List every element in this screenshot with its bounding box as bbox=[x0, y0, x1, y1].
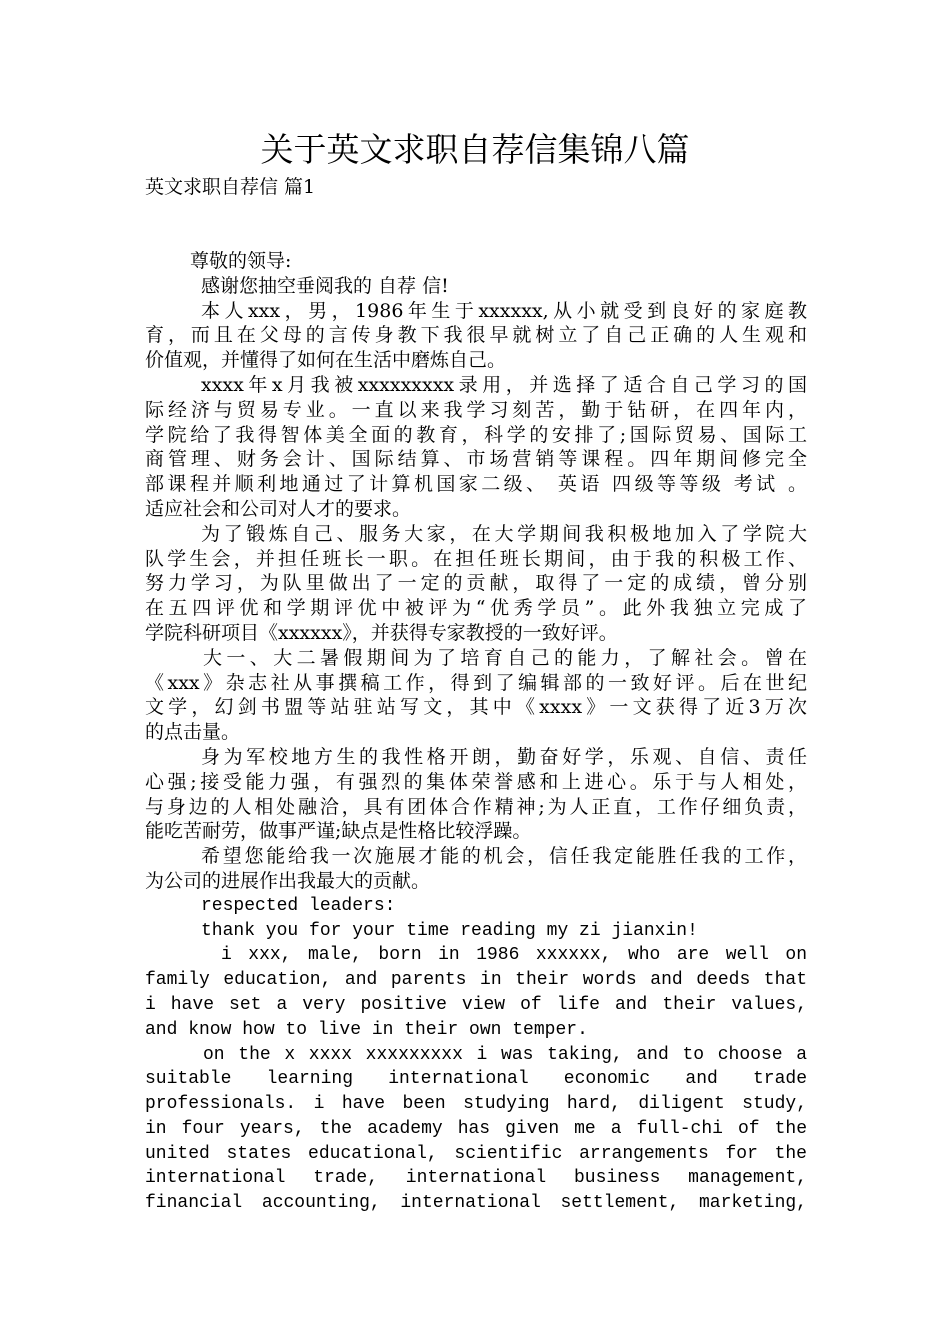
paragraph-line: 努力学习，为队里做出了一定的贡献，取得了一定的成绩，曾分别 bbox=[145, 572, 807, 595]
paragraph-line: 《xxx》杂志社从事撰稿工作，得到了编辑部的一致好评。后在世纪 bbox=[145, 671, 807, 694]
document-title: 关于英文求职自荐信集锦八篇 bbox=[260, 130, 690, 169]
paragraph-line: 商管理、财务会计、国际结算、市场营销等课程。四年期间修完全 bbox=[145, 448, 807, 471]
paragraph-line: 感谢您抽空垂阅我的 自荐 信! bbox=[201, 274, 449, 297]
paragraph-line: 部课程并顺利地通过了计算机国家二级、 英语 四级等等级 考试 。 bbox=[145, 473, 807, 496]
english-line: family education, and parents in their words and deeds that bbox=[145, 970, 807, 991]
paragraph-line: 为了锻炼自己、服务大家，在大学期间我积极地加入了学院大 bbox=[201, 522, 807, 545]
paragraph-line: 际经济与贸易专业。一直以来我学习刻苦，勤于钻研，在四年内， bbox=[145, 398, 807, 421]
english-line: i xxx, male, born in 1986 xxxxxx, who are well on bbox=[221, 945, 807, 966]
english-line: financial accounting, international settlement, marketing, bbox=[145, 1193, 807, 1214]
paragraph-line: 大一、大二暑假期间为了培育自己的能力，了解社会。曾在 bbox=[203, 646, 807, 669]
paragraph-line: 学院给了我得智体美全面的教育，科学的安排了;国际贸易、国际工 bbox=[145, 423, 807, 446]
paragraph-line: 在五四评优和学期评优中被评为“优秀学员”。此外我独立完成了 bbox=[145, 597, 807, 620]
paragraph-line: 学院科研项目《xxxxxx》，并获得专家教授的一致好评。 bbox=[145, 621, 618, 644]
paragraph-line: xxxx年x月我被xxxxxxxxx录用，并选择了适合自己学习的国 bbox=[201, 373, 807, 396]
letter-body bbox=[145, 249, 807, 1216]
salutation: 尊敬的领导: bbox=[190, 250, 292, 272]
english-line: and know how to live in their own temper. bbox=[145, 1019, 588, 1040]
english-line: suitable learning international economic and trade bbox=[145, 1069, 807, 1090]
paragraph-line: 育，而且在父母的言传身教下我很早就树立了自己正确的人生观和 bbox=[145, 324, 807, 347]
paragraph-line: 希望您能给我一次施展才能的机会，信任我定能胜任我的工作， bbox=[201, 845, 807, 868]
paragraph-line: 为公司的进展作出我最大的贡献。 bbox=[145, 869, 431, 892]
english-line: international trade, international business management, bbox=[145, 1168, 807, 1189]
english-line: united states educational, scientific arrangements for the bbox=[145, 1143, 807, 1164]
paragraph-line: 与身边的人相处融洽，具有团体合作精神;为人正直，工作仔细负责， bbox=[145, 795, 807, 818]
paragraph-line: 的点击量。 bbox=[145, 721, 241, 744]
english-line: i have set a very positive view of life and their values, bbox=[145, 994, 807, 1015]
english-line: on the x xxxx xxxxxxxxx i was taking, and to choose a bbox=[203, 1044, 807, 1065]
paragraph-line: 价值观，并懂得了如何在生活中磨炼自己。 bbox=[145, 349, 507, 372]
english-salutation: respected leaders: bbox=[201, 895, 396, 916]
paragraph-line: 文学，幻剑书盟等站驻站写文，其中《xxxx》一文获得了近3万次 bbox=[145, 696, 807, 719]
paragraph-line: 本人xxx，男，1986年生于xxxxxx,从小就受到良好的家庭教 bbox=[201, 299, 807, 322]
paragraph-line: 适应社会和公司对人才的要求。 bbox=[145, 497, 412, 520]
paragraph-line: 心强;接受能力强，有强烈的集体荣誉感和上进心。乐于与人相处， bbox=[145, 770, 807, 793]
section-heading: 英文求职自荐信 篇1 bbox=[145, 176, 316, 198]
english-line: in four years, the academy has given me a full-chi of the bbox=[145, 1118, 807, 1139]
english-line: professionals. i have been studying hard, diligent study, bbox=[145, 1094, 807, 1115]
english-line: thank you for your time reading my zi jianxin! bbox=[201, 920, 698, 941]
paragraph-line: 能吃苦耐劳，做事严谨;缺点是性格比较浮躁。 bbox=[145, 820, 532, 843]
paragraph-line: 队学生会，并担任班长一职。在担任班长期间，由于我的积极工作、 bbox=[145, 547, 807, 570]
paragraph-line: 身为军校地方生的我性格开朗，勤奋好学，乐观、自信、责任 bbox=[201, 745, 807, 768]
